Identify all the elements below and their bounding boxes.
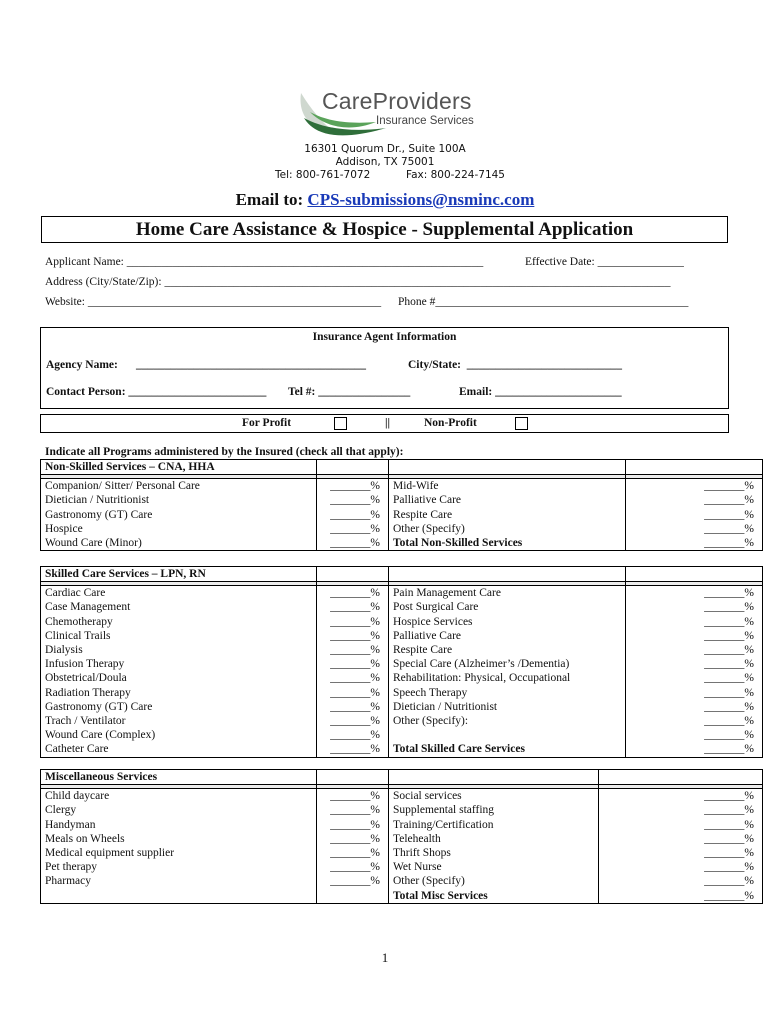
- service-label: Mid-Wife: [389, 479, 626, 494]
- service-label: Training/Certification: [389, 818, 599, 832]
- website-field[interactable]: Website: ___________________________________________________: [45, 296, 382, 308]
- percent-field[interactable]: _______%: [626, 493, 763, 507]
- percent-field[interactable]: _______%: [317, 742, 389, 757]
- service-label: Cardiac Care: [41, 586, 317, 601]
- service-label: Gastronomy (GT) Care: [41, 508, 317, 522]
- page-title: Home Care Assistance & Hospice - Supplemental Application: [41, 216, 728, 243]
- service-label: Obstetrical/Doula: [41, 671, 317, 685]
- table-row: [41, 522, 763, 536]
- agent-email-field[interactable]: Email: ______________________: [459, 386, 622, 398]
- service-label: Infusion Therapy: [41, 657, 317, 671]
- service-label: Supplemental staffing: [389, 803, 599, 817]
- for-profit-label: For Profit: [242, 417, 292, 429]
- header-cell: [389, 460, 626, 475]
- non-profit-checkbox[interactable]: [515, 417, 528, 430]
- table-row: [41, 586, 763, 601]
- header-cell: [389, 770, 599, 785]
- percent-field[interactable]: _______%: [317, 629, 389, 643]
- percent-field[interactable]: _______%: [317, 860, 389, 874]
- service-label: Post Surgical Care: [389, 600, 626, 614]
- percent-field[interactable]: _______%: [317, 586, 389, 601]
- agent-info-header: Insurance Agent Information: [312, 331, 457, 343]
- service-label: [41, 889, 317, 904]
- table-row: [41, 493, 763, 507]
- agency-name-label: Agency Name:: [46, 359, 118, 371]
- percent-field[interactable]: _______%: [599, 789, 763, 804]
- service-label: Total Non-Skilled Services: [389, 536, 626, 551]
- service-label: Pharmacy: [41, 874, 317, 888]
- service-label: Respite Care: [389, 508, 626, 522]
- address-line1: 16301 Quorum Dr., Suite 100A: [304, 143, 466, 155]
- service-label: Clinical Trails: [41, 629, 317, 643]
- percent-field[interactable]: _______%: [599, 846, 763, 860]
- percent-field[interactable]: _______%: [317, 846, 389, 860]
- service-label: [389, 728, 626, 742]
- table-row: [41, 846, 763, 860]
- table-row: [41, 818, 763, 832]
- percent-field[interactable]: _______%: [599, 889, 763, 904]
- percent-field[interactable]: _______%: [317, 671, 389, 685]
- percent-field[interactable]: _______%: [599, 818, 763, 832]
- contact-person-field[interactable]: Contact Person: ________________________: [46, 386, 267, 398]
- service-label: Total Misc Services: [389, 889, 599, 904]
- header-cell: [317, 460, 389, 475]
- service-label: Thrift Shops: [389, 846, 599, 860]
- table-row: [41, 728, 763, 742]
- table-row: [41, 508, 763, 522]
- service-label: Companion/ Sitter/ Personal Care: [41, 479, 317, 494]
- non-profit-label: Non-Profit: [424, 417, 477, 429]
- fax-number: Fax: 800-224-7145: [406, 169, 505, 181]
- percent-field[interactable]: _______%: [599, 874, 763, 888]
- service-label: Rehabilitation: Physical, Occupational: [389, 671, 626, 685]
- header-cell: [626, 567, 763, 582]
- table-row: [41, 832, 763, 846]
- percent-field[interactable]: _______%: [317, 536, 389, 551]
- service-label: Wound Care (Complex): [41, 728, 317, 742]
- non-skilled-table: [40, 459, 763, 551]
- percent-field[interactable]: _______%: [317, 508, 389, 522]
- service-label: Other (Specify): [389, 522, 626, 536]
- table-row: [41, 615, 763, 629]
- section-title: Miscellaneous Services: [41, 770, 317, 785]
- service-label: Meals on Wheels: [41, 832, 317, 846]
- percent-field[interactable]: _______%: [626, 671, 763, 685]
- table-row: [41, 643, 763, 657]
- percent-field[interactable]: _______%: [317, 479, 389, 494]
- service-label: Trach / Ventilator: [41, 714, 317, 728]
- table-row: [41, 889, 763, 904]
- percent-field[interactable]: _______%: [317, 522, 389, 536]
- header-cell: [317, 567, 389, 582]
- table-row: [41, 686, 763, 700]
- service-label: Clergy: [41, 803, 317, 817]
- percent-field[interactable]: _______%: [626, 686, 763, 700]
- header-cell: [599, 770, 763, 785]
- skilled-table: [40, 566, 763, 758]
- section-header-row: [41, 567, 763, 582]
- service-label: Pet therapy: [41, 860, 317, 874]
- misc-table: [40, 769, 763, 904]
- service-label: Other (Specify):: [389, 714, 626, 728]
- service-label: Medical equipment supplier: [41, 846, 317, 860]
- percent-field[interactable]: _______%: [317, 493, 389, 507]
- header-cell: [626, 460, 763, 475]
- page-number: 1: [381, 950, 389, 965]
- service-label: Dialysis: [41, 643, 317, 657]
- section-header-row: [41, 770, 763, 785]
- percent-field[interactable]: _______%: [317, 615, 389, 629]
- service-label: Hospice: [41, 522, 317, 536]
- percent-field[interactable]: _______%: [317, 657, 389, 671]
- percent-field[interactable]: _______%: [626, 629, 763, 643]
- percent-field[interactable]: _______%: [626, 536, 763, 551]
- percent-field[interactable]: _______%: [626, 657, 763, 671]
- percent-field[interactable]: _______%: [317, 789, 389, 804]
- percent-field[interactable]: _______%: [317, 700, 389, 714]
- table-row: [41, 536, 763, 551]
- percent-field[interactable]: _______%: [599, 860, 763, 874]
- applicant-name-field[interactable]: Applicant Name: ______________________________________________________________: [45, 256, 484, 268]
- profit-separator: ||: [385, 417, 391, 429]
- percent-field[interactable]: _______%: [599, 832, 763, 846]
- service-label: Other (Specify): [389, 874, 599, 888]
- service-label: Pain Management Care: [389, 586, 626, 601]
- agent-city-field[interactable]: City/State: ___________________________: [408, 359, 623, 371]
- service-label: Wound Care (Minor): [41, 536, 317, 551]
- table-row: [41, 714, 763, 728]
- percent-field[interactable]: _______%: [626, 615, 763, 629]
- section-title: Non-Skilled Services – CNA, HHA: [41, 460, 317, 475]
- percent-field[interactable]: _______%: [626, 700, 763, 714]
- table-row: [41, 860, 763, 874]
- phone-field[interactable]: Phone #____________________________________________: [398, 296, 689, 308]
- service-label: Dietician / Nutritionist: [41, 493, 317, 507]
- percent-field[interactable]: _______%: [626, 522, 763, 536]
- table-row: [41, 479, 763, 494]
- percent-field[interactable]: _______%: [626, 742, 763, 757]
- agent-info-box: [40, 327, 729, 409]
- logo-wordmark: CareProviders: [322, 88, 472, 114]
- percent-field[interactable]: _______%: [317, 874, 389, 888]
- section-header-row: [41, 460, 763, 475]
- service-label: Special Care (Alzheimer’s /Dementia): [389, 657, 626, 671]
- header-cell: [317, 770, 389, 785]
- service-label: Social services: [389, 789, 599, 804]
- percent-field[interactable]: _______%: [317, 643, 389, 657]
- percent-field[interactable]: _______%: [317, 803, 389, 817]
- percent-field[interactable]: _______%: [317, 686, 389, 700]
- percent-field[interactable]: _______%: [626, 643, 763, 657]
- percent-field[interactable]: _______%: [626, 479, 763, 494]
- service-label: Respite Care: [389, 643, 626, 657]
- service-label: Hospice Services: [389, 615, 626, 629]
- service-label: Speech Therapy: [389, 686, 626, 700]
- table-row: [41, 700, 763, 714]
- service-label: Gastronomy (GT) Care: [41, 700, 317, 714]
- service-label: Radiation Therapy: [41, 686, 317, 700]
- service-label: Case Management: [41, 600, 317, 614]
- service-label: Child daycare: [41, 789, 317, 804]
- table-row: [41, 671, 763, 685]
- percent-field[interactable]: [317, 889, 389, 904]
- service-label: Palliative Care: [389, 629, 626, 643]
- percent-field[interactable]: _______%: [626, 508, 763, 522]
- table-row: [41, 789, 763, 804]
- table-row: [41, 874, 763, 888]
- percent-field[interactable]: _______%: [626, 586, 763, 601]
- section-title: Skilled Care Services – LPN, RN: [41, 567, 317, 582]
- email-header: [0, 190, 770, 210]
- service-label: Chemotherapy: [41, 615, 317, 629]
- percent-field[interactable]: _______%: [317, 818, 389, 832]
- percent-field[interactable]: _______%: [626, 728, 763, 742]
- address-line2: Addison, TX 75001: [335, 156, 435, 168]
- table-row: [41, 629, 763, 643]
- percent-field[interactable]: _______%: [317, 728, 389, 742]
- service-label: Dietician / Nutritionist: [389, 700, 626, 714]
- agency-name-field[interactable]: ________________________________________: [136, 359, 366, 371]
- effective-date-field[interactable]: Effective Date: _______________: [525, 256, 684, 268]
- service-label: Telehealth: [389, 832, 599, 846]
- email-label: Email to:: [235, 190, 304, 209]
- address-field[interactable]: Address (City/State/Zip): ________________________________________________________________________________________: [45, 276, 671, 288]
- service-label: Catheter Care: [41, 742, 317, 757]
- percent-field[interactable]: _______%: [317, 600, 389, 614]
- service-label: Total Skilled Care Services: [389, 742, 626, 757]
- percent-field[interactable]: _______%: [317, 832, 389, 846]
- percent-field[interactable]: _______%: [626, 600, 763, 614]
- table-row: [41, 742, 763, 757]
- programs-instruction: Indicate all Programs administered by the Insured (check all that apply):: [45, 446, 404, 458]
- percent-field[interactable]: _______%: [317, 714, 389, 728]
- agent-tel-field[interactable]: Tel #: ________________: [288, 386, 411, 398]
- service-label: Handyman: [41, 818, 317, 832]
- logo-subtitle: Insurance Services: [376, 115, 474, 127]
- header-cell: [389, 567, 626, 582]
- percent-field[interactable]: _______%: [626, 714, 763, 728]
- table-row: [41, 600, 763, 614]
- table-row: [41, 657, 763, 671]
- profit-status-row: [40, 414, 729, 433]
- for-profit-checkbox[interactable]: [334, 417, 347, 430]
- tel-number: Tel: 800-761-7072: [275, 169, 371, 181]
- service-label: Wet Nurse: [389, 860, 599, 874]
- service-label: Palliative Care: [389, 493, 626, 507]
- email-link[interactable]: CPS-submissions@nsminc.com: [307, 190, 535, 209]
- percent-field[interactable]: _______%: [599, 803, 763, 817]
- table-row: [41, 803, 763, 817]
